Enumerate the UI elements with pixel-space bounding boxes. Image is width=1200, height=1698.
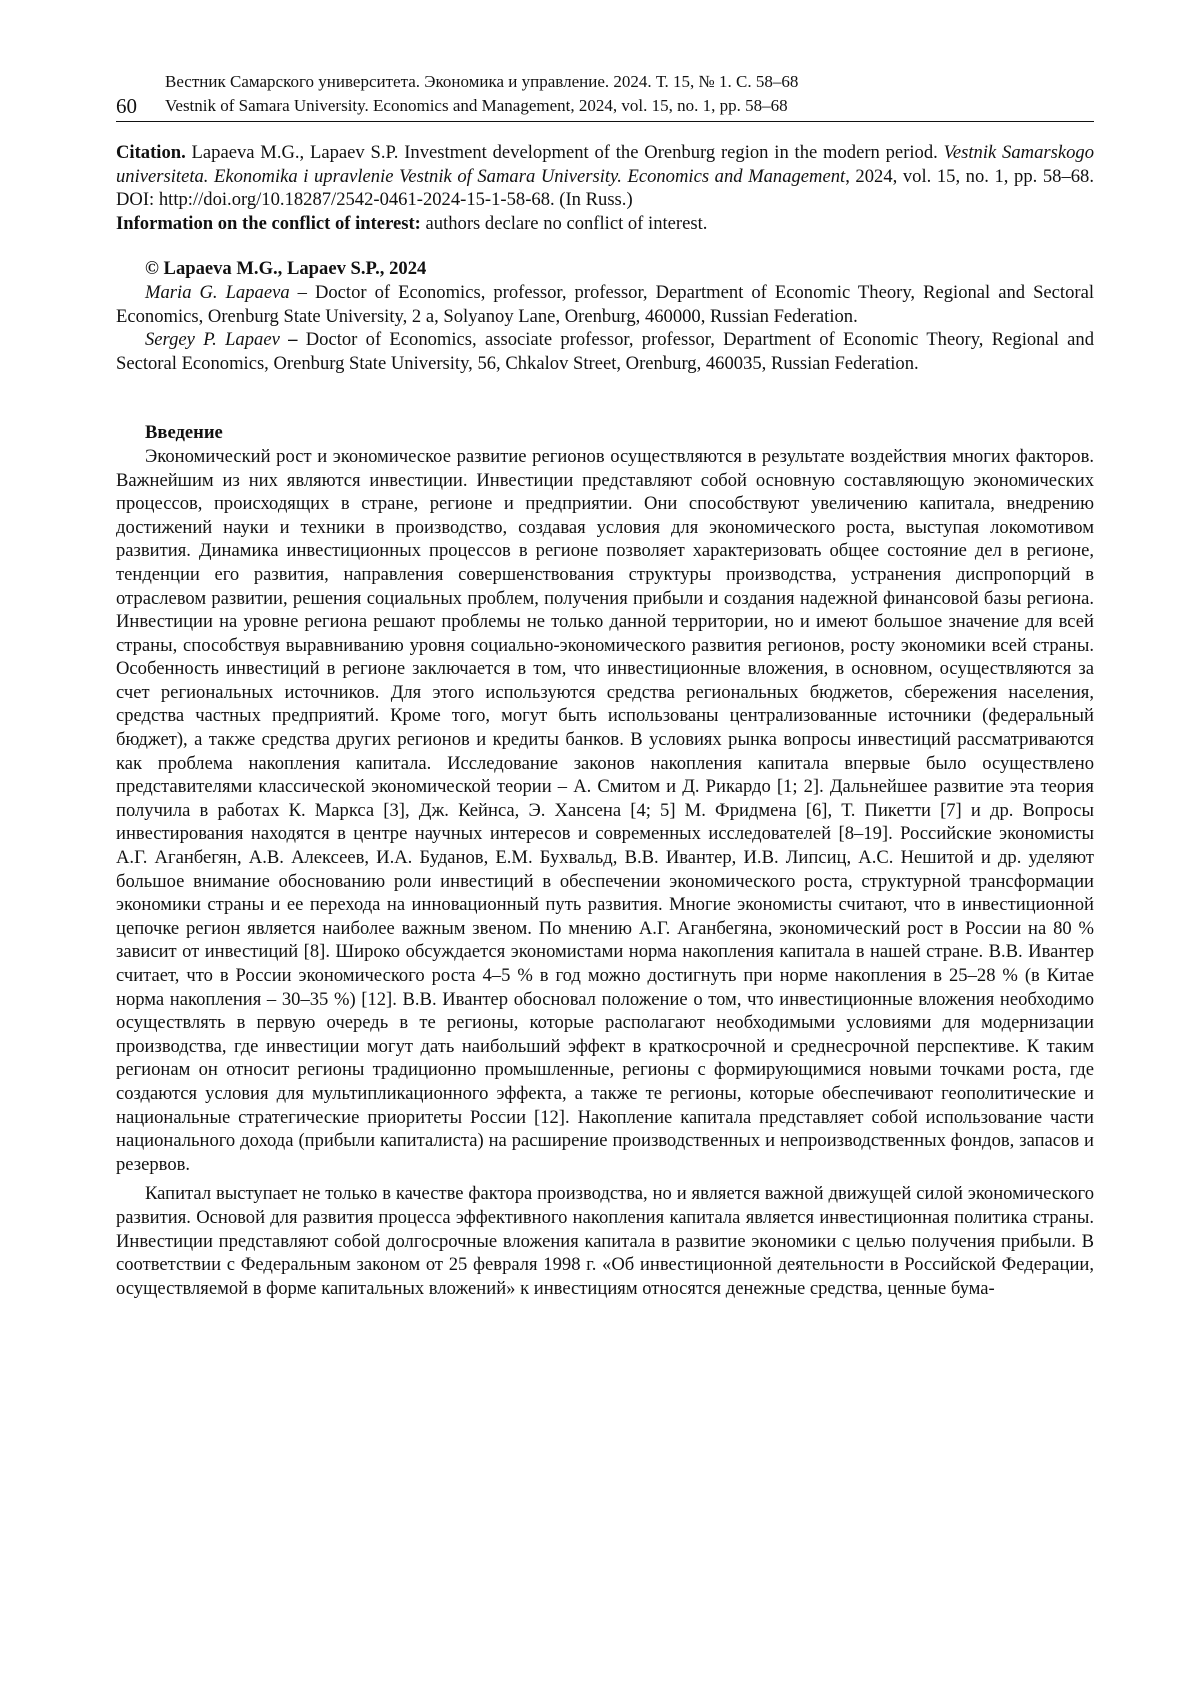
author-name: Sergey P. Lapaev xyxy=(145,329,280,351)
author-affiliation: Doctor of Economics, professor, professor, Department of Economic Theory, Regional and Sectoral Economics, Orenburg State University, 2 a, Solyanoy Lane, Orenburg, 460000, Russian Federation. xyxy=(116,281,1094,327)
conflict-text: authors declare no conflict of interest. xyxy=(420,212,708,234)
citation-block xyxy=(116,141,1094,235)
citation xyxy=(116,141,1094,212)
page xyxy=(116,70,1094,1300)
citation-label: Citation. xyxy=(116,142,186,163)
page-number: 60 xyxy=(116,94,137,118)
header-journal-ru: Вестник Самарского университета. Экономика и управление. 2024. Т. 15, № 1. С. 58–68 xyxy=(165,72,799,91)
conflict-of-interest xyxy=(116,212,1094,236)
header-journal-en: Vestnik of Samara University. Economics and Management, 2024, vol. 15, no. 1, pp. 58–68 xyxy=(165,96,788,115)
running-header xyxy=(116,70,1094,122)
conflict-label: Information on the conflict of interest: xyxy=(116,212,421,234)
body-paragraph: Экономический рост и экономическое развитие регионов осуществляются в результате воздействия многих факторов. Важнейшим из них являются инвестиции. Инвестиции представляют собой основную составляющую экономических процессов, происходящих в стране, регионе и предприятии. Они способствуют увеличению капитала, внедрению достижений науки и техники в производство, создавая условия для экономического роста, выступая локомотивом развития. Динамика инвестиционных процессов в регионе позволяет характеризовать общее состояние дел в регионе, тенденции его развития, направления совершенствования структуры производства, устранения диспропорций в отраслевом развитии, решения социальных проблем, получения прибыли и создания надежной финансовой базы региона. Инвестиции на уровне региона решают проблемы не только данной территории, но и имеют большое значение для всей страны, способствуя выравниванию уровня социально-экономического развития регионов, росту экономики всей страны. Особенность инвестиций в регионе заключается в том, что инвестиционные вложения, в основном, осуществляются за счет региональных источников. Для этого используются средства региональных бюджетов, сбережения населения, средства частных предприятий. Кроме того, могут быть использованы централизованные источники (федеральный бюджет), а также средства других регионов и кредиты банков. В условиях рынка вопросы инвестиций рассматриваются как проблема накопления капитала. Исследование законов накопления капитала впервые было осуществлено представителями классической экономической теории – А. Смитом и Д. Рикардо [1; 2]. Дальнейшее развитие эта теория получила в работах К. Маркса [3], Дж. Кейнса, Э. Хансена [4; 5] М. Фридмена [6], Т. Пикетти [7] и др. Вопросы инвестирования находятся в центре научных интересов и современных исследователей [8–19]. Российские экономисты А.Г. Аганбегян, А.В. Алексеев, И.А. Буданов, Е.М. Бухвальд, В.В. Ивантер, И.В. Липсиц, А.С. Нешитой и др. уделяют большое внимание обоснованию роли инвестиций в обеспечении экономического роста, структурной трансформации экономики страны и ее перехода на инновационный путь развития. Многие экономисты считают, что в инвестиционной цепочке регион является наиболее важным звеном. По мнению А.Г. Аганбегяна, экономический рост в России на 80 % зависит от инвестиций [8]. Широко обсуждается экономистами норма накопления капитала в нашей стране. В.В. Ивантер считает, что в России экономического роста 4–5 % в год можно достигнуть при норме накопления в 25–28 % (в Китае норма накопления – 30–35 %) [12]. В.В. Ивантер обосновал положение о том, что инвестиционные вложения необходимо осуществлять в первую очередь в те регионы, которые располагают необходимыми условиями для модернизации производства, где инвестиции могут дать наибольший эффект в краткосрочной и среднесрочной перспективе. К таким регионам он относит регионы традиционно промышленные, регионы с формирующимися новыми точками роста, где создаются условия для мультипликационного эффекта, а также те регионы, которые обеспечивают геополитические и национальные стратегические приоритеты России [12]. Накопление капитала представляет собой использование части национального дохода (прибыли капиталиста) на расширение производственных и непроизводственных фондов, запасов и резервов. xyxy=(116,445,1094,1175)
citation-details: , 2024, vol. 15, no. 1, pp. 58–68. DOI: http://doi.org/10.18287/2542-0461-2024-15-1-58-68. (In Russ.) xyxy=(116,165,1094,211)
author-affiliation: Doctor of Economics, associate professor, professor, Department of Economic Theory, Regional and Sectoral Economics, Orenburg State University, 56, Chkalov Street, Orenburg, 460035, Russian Federation. xyxy=(116,329,1095,374)
citation-authors-title: Lapaeva M.G., Lapaev S.P. Investment development of the Orenburg region in the modern period. xyxy=(185,142,944,163)
author-dash: – xyxy=(279,329,306,351)
author-info xyxy=(116,328,1094,375)
author-dash: – xyxy=(289,281,315,303)
body-paragraph: Капитал выступает не только в качестве фактора производства, но и является важной движущей силой экономического развития. Основой для развития процесса эффективного накопления капитала является инвестиционная политика страны. Инвестиции представляют собой долгосрочные вложения капитала в развитие экономики с целью получения прибыли. В соответствии с Федеральным законом от 25 февраля 1998 г. «Об инвестиционной деятельности в Российской Федерации, осуществляемой в форме капитальных вложений» к инвестициям относятся денежные средства, ценные бума- xyxy=(116,1183,1094,1299)
citation-journal: Vestnik Samarskogo universiteta. Ekonomika i upravlenie Vestnik of Samara University. Economics and Management xyxy=(116,142,1094,187)
author-info xyxy=(116,281,1094,328)
author-name: Maria G. Lapaeva xyxy=(145,281,290,303)
copyright-line: © Lapaeva M.G., Lapaev S.P., 2024 xyxy=(145,258,427,280)
section-heading-introduction: Введение xyxy=(145,422,223,444)
